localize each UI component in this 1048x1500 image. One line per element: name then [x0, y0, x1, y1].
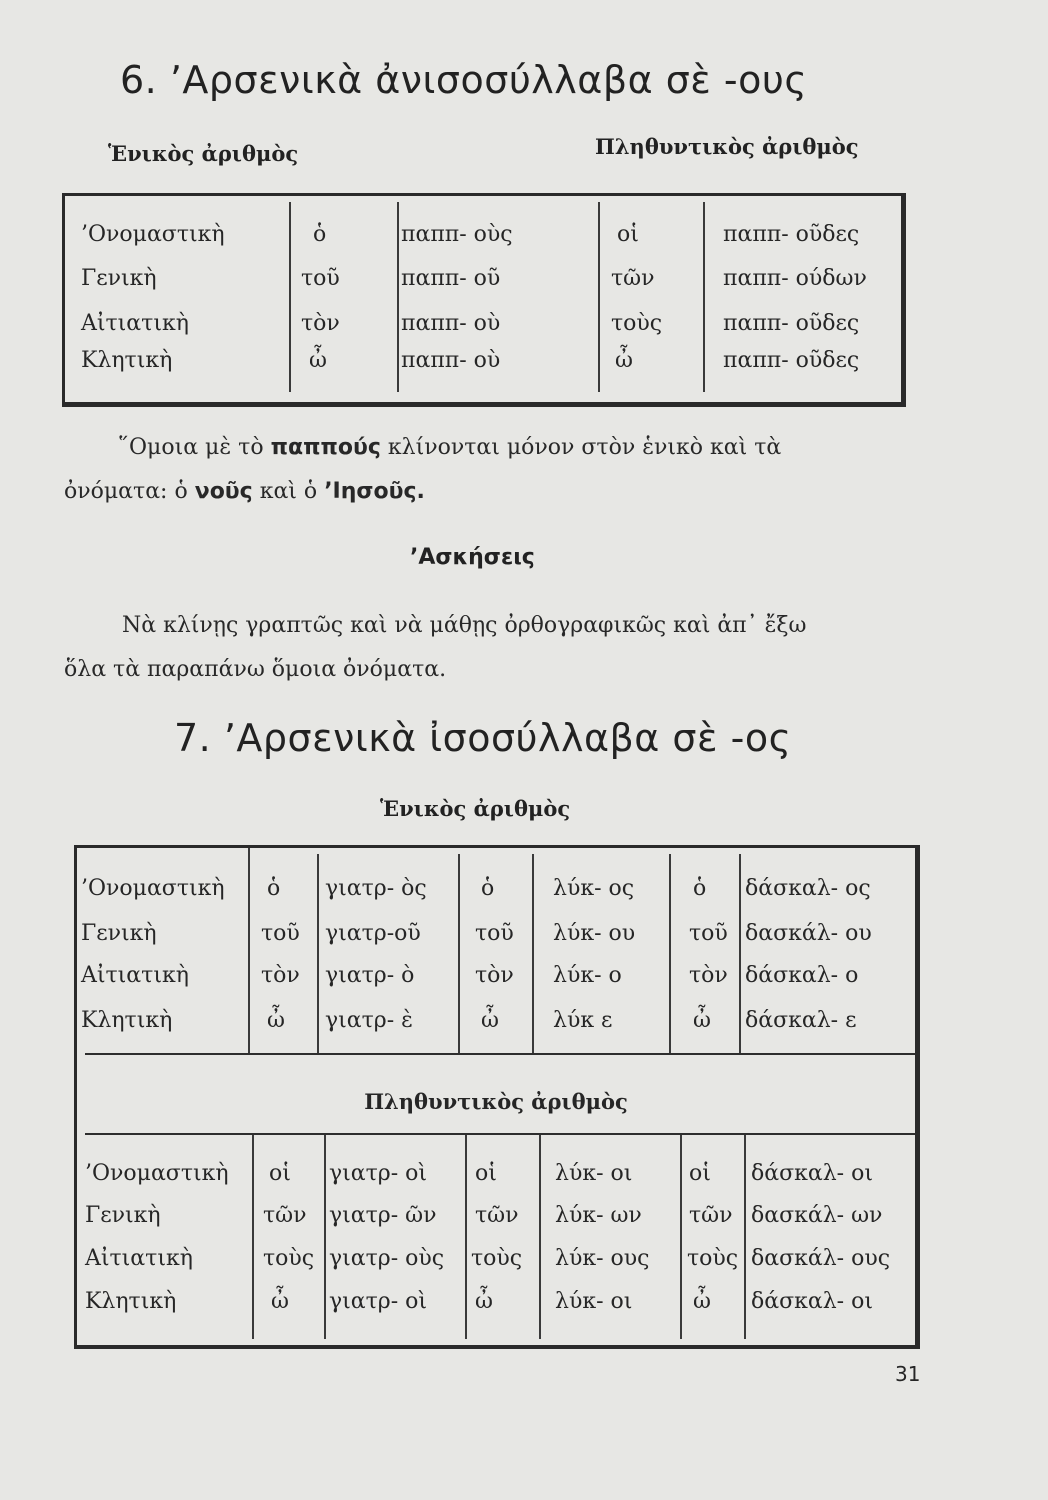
word-cell: λύκ- ου	[553, 921, 636, 946]
case-label: Κλητικὴ	[81, 1008, 173, 1033]
article-cell: ὦ	[693, 1008, 711, 1033]
column-divider	[598, 202, 600, 392]
declension-table-os	[74, 845, 920, 1349]
column-divider	[324, 1135, 326, 1339]
article-cell: τοὺς	[687, 1246, 739, 1271]
word-cell: δασκάλ- ους	[751, 1246, 891, 1271]
singular-label: Ἑνικὸς ἀριθμὸς	[108, 141, 299, 166]
exercise-line-1: Νὰ κλίνῃς γραπτῶς καὶ νὰ μάθῃς ὀρθογραφικῶς καὶ ἀπ᾽ ἔξω	[122, 613, 807, 638]
article-cell: τὸν	[261, 963, 300, 988]
word-cell: παππ- οῦδες	[723, 311, 860, 336]
column-divider	[397, 202, 399, 392]
note-text: κλίνονται μόνον στὸν ἑνικὸ καὶ τὰ	[387, 435, 782, 460]
case-label: Αἰτιατικὴ	[81, 311, 189, 336]
column-divider	[289, 202, 291, 392]
column-divider	[317, 854, 319, 1053]
word-cell: παππ- οὺς	[401, 222, 513, 247]
article-cell: τῶν	[475, 1203, 519, 1228]
word-cell: λύκ ε	[553, 1008, 613, 1033]
word-cell: γιατρ- ῶν	[329, 1203, 437, 1228]
article-cell: οἱ	[475, 1161, 497, 1186]
word-cell: δασκάλ- ων	[751, 1203, 883, 1228]
article-cell: τοῦ	[689, 921, 728, 946]
word-cell: λύκ- ο	[553, 963, 622, 988]
word-cell: γιατρ- ὸς	[325, 876, 427, 901]
word-cell: γιατρ- ὸ	[325, 963, 415, 988]
word-cell: παππ- οὺ	[401, 311, 501, 336]
word-cell: παππ- οῦδες	[723, 222, 860, 247]
article-cell: τοῦ	[475, 921, 514, 946]
word-cell: γιατρ- οὺς	[329, 1246, 445, 1271]
word-cell: λύκ- οι	[555, 1289, 633, 1314]
word-cell: γιατρ- ὲ	[325, 1008, 413, 1033]
note-text: ὀνόματα: ὁ	[64, 479, 188, 504]
article-cell: ὦ	[309, 348, 327, 373]
article-cell: ὦ	[475, 1289, 493, 1314]
word-cell: λύκ- ος	[553, 876, 635, 901]
article-cell: ὦ	[271, 1289, 289, 1314]
case-label: Αἰτιατικὴ	[85, 1246, 193, 1271]
note-text: καὶ ὁ	[259, 479, 318, 504]
row-divider	[85, 1133, 915, 1135]
word-cell: δάσκαλ- ο	[745, 963, 859, 988]
article-cell: τοὺς	[263, 1246, 315, 1271]
case-label: ’Ονομαστικὴ	[85, 1161, 229, 1186]
word-cell: λύκ- ων	[555, 1203, 642, 1228]
case-label: ’Ονομαστικὴ	[81, 222, 225, 247]
column-divider	[458, 854, 460, 1053]
word-cell: γιατρ- οὶ	[329, 1289, 428, 1314]
case-label: Κλητικὴ	[81, 348, 173, 373]
word-cell: παππ- οῦδες	[723, 348, 860, 373]
word-cell: δάσκαλ- ος	[745, 876, 871, 901]
declension-table-pappous	[62, 193, 906, 407]
section-6-title: 6. ’Αρσενικὰ ἀνισοσύλλαβα σὲ -ους	[120, 58, 808, 102]
article-cell: ὦ	[481, 1008, 499, 1033]
word-cell: λύκ- ους	[555, 1246, 650, 1271]
article-cell: ὦ	[267, 1008, 285, 1033]
article-cell: τοῦ	[301, 266, 340, 291]
article-cell: τοὺς	[611, 311, 663, 336]
article-cell: οἱ	[617, 222, 639, 247]
case-label: Γενικὴ	[85, 1203, 161, 1228]
article-cell: ὁ	[313, 222, 327, 247]
article-cell: ὁ	[267, 876, 281, 901]
column-divider	[703, 202, 705, 392]
column-divider	[532, 854, 534, 1053]
note-keyword: παππούς	[270, 435, 381, 460]
article-cell: ὁ	[481, 876, 495, 901]
article-cell: τῶν	[263, 1203, 307, 1228]
singular-label: Ἑνικὸς ἀριθμὸς	[380, 796, 571, 821]
exercises-title: ’Ασκήσεις	[410, 545, 535, 570]
column-divider	[539, 1135, 541, 1339]
article-cell: ὁ	[693, 876, 707, 901]
word-cell: παππ- οὺ	[401, 348, 501, 373]
case-label: ’Ονομαστικὴ	[81, 876, 225, 901]
column-divider	[465, 1135, 467, 1339]
note-line-2	[64, 468, 425, 516]
word-cell: γιατρ-οῦ	[325, 921, 421, 946]
word-cell: δάσκαλ- οι	[751, 1161, 873, 1186]
exercise-line-2: ὅλα τὰ παραπάνω ὅμοια ὀνόματα.	[64, 657, 447, 682]
article-cell: τὸν	[689, 963, 728, 988]
article-cell: οἱ	[269, 1161, 291, 1186]
note-text: ῞Ομοια μὲ τὸ	[118, 435, 264, 460]
article-cell: τοὺς	[471, 1246, 523, 1271]
column-divider	[744, 1135, 746, 1339]
note-line-1	[118, 424, 781, 472]
article-cell: ὦ	[693, 1289, 711, 1314]
word-cell: λύκ- οι	[555, 1161, 633, 1186]
note-keyword: ’Ιησοῦς.	[324, 479, 425, 504]
article-cell: τοῦ	[261, 921, 300, 946]
article-cell: ὦ	[615, 348, 633, 373]
word-cell: δάσκαλ- ε	[745, 1008, 857, 1033]
page-number: 31	[895, 1362, 921, 1386]
case-label: Κλητικὴ	[85, 1289, 177, 1314]
article-cell: τὸν	[475, 963, 514, 988]
case-label: Γενικὴ	[81, 266, 157, 291]
article-cell: τὸν	[301, 311, 340, 336]
column-divider	[739, 854, 741, 1053]
word-cell: γιατρ- οὶ	[329, 1161, 428, 1186]
article-cell: οἱ	[689, 1161, 711, 1186]
column-divider	[252, 1135, 254, 1339]
section-7-title: 7. ’Αρσενικὰ ἰσοσύλλαβα σὲ -ος	[174, 716, 792, 760]
note-keyword: νοῦς	[194, 479, 253, 504]
case-label: Γενικὴ	[81, 921, 157, 946]
column-divider	[680, 1135, 682, 1339]
row-divider	[85, 1053, 915, 1055]
plural-label: Πληθυντικὸς ἀριθμὸς	[364, 1089, 628, 1114]
article-cell: τῶν	[611, 266, 655, 291]
column-divider	[669, 854, 671, 1053]
word-cell: παππ- οῦ	[401, 266, 501, 291]
word-cell: παππ- ούδων	[723, 266, 867, 291]
plural-label: Πληθυντικὸς ἀριθμὸς	[595, 134, 859, 159]
article-cell: τῶν	[689, 1203, 733, 1228]
word-cell: δασκάλ- ου	[745, 921, 872, 946]
column-divider	[248, 848, 250, 1053]
case-label: Αἰτιατικὴ	[81, 963, 189, 988]
word-cell: δάσκαλ- οι	[751, 1289, 873, 1314]
